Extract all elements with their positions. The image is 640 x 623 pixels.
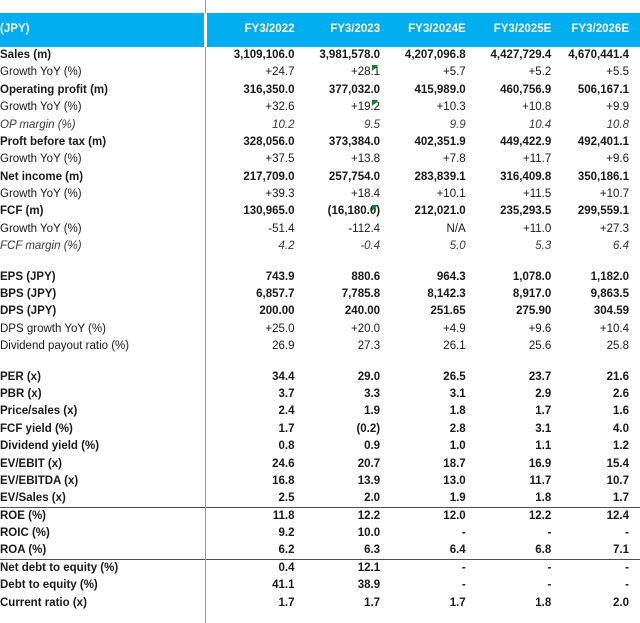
row-value: 3,981,578.0 bbox=[319, 48, 381, 61]
row-value: -0.4 bbox=[360, 240, 381, 253]
row-value: 4.2 bbox=[278, 240, 295, 253]
row-value: 4.0 bbox=[613, 422, 629, 435]
row-value: 3,109,106.0 bbox=[233, 48, 295, 61]
row-label: BPS (JPY) bbox=[0, 288, 57, 301]
row-value: - bbox=[461, 579, 466, 592]
table-row bbox=[0, 64, 640, 81]
row-value: +24.7 bbox=[265, 66, 295, 79]
row-value: 8,142.3 bbox=[427, 288, 466, 301]
table-row bbox=[0, 456, 640, 473]
row-value: 10.2 bbox=[272, 118, 295, 131]
row-value: 283,839.1 bbox=[414, 170, 466, 183]
row-value: 12.4 bbox=[551, 508, 640, 525]
row-value: 3.1 bbox=[535, 422, 552, 435]
table-row bbox=[0, 321, 640, 338]
row-value: 1.8 bbox=[535, 596, 552, 609]
table-row bbox=[0, 386, 640, 403]
row-value: 328,056.0 bbox=[243, 135, 295, 148]
row-label: Current ratio (x) bbox=[0, 596, 87, 609]
table-header bbox=[0, 13, 640, 47]
header-currency-label: (JPY) bbox=[0, 13, 209, 47]
table-row bbox=[0, 82, 640, 99]
row-value: 20.7 bbox=[357, 457, 381, 470]
row-value: 299,559.1 bbox=[577, 205, 629, 218]
table-row bbox=[0, 269, 640, 286]
row-value: 2.0 bbox=[364, 492, 381, 505]
row-label: Growth YoY (%) bbox=[0, 101, 82, 114]
spacer-cell bbox=[0, 256, 640, 269]
table-row bbox=[0, 204, 640, 221]
table-row bbox=[0, 117, 640, 134]
table-row bbox=[0, 577, 640, 594]
table-row bbox=[0, 560, 640, 577]
row-value: 1.7 bbox=[364, 596, 381, 609]
header-col-fy2025e: FY3/2025E bbox=[466, 13, 552, 47]
row-value: - bbox=[551, 560, 640, 577]
row-label: ROA (%) bbox=[0, 544, 47, 557]
row-value: 492,401.1 bbox=[577, 135, 629, 148]
row-value: +32.6 bbox=[265, 101, 295, 114]
row-value: +25.0 bbox=[265, 322, 295, 335]
row-value: 0.4 bbox=[209, 560, 295, 577]
row-label: Dividend yield (%) bbox=[0, 440, 100, 453]
row-value: 235,293.5 bbox=[500, 205, 552, 218]
row-value: 25.8 bbox=[606, 340, 629, 353]
row-value: 12.2 bbox=[295, 508, 381, 525]
row-value: - bbox=[547, 579, 552, 592]
row-value: 217,709.0 bbox=[243, 170, 295, 183]
table-row bbox=[0, 543, 640, 560]
header-col-fy2024e: FY3/2024E bbox=[380, 13, 466, 47]
row-value: 4,670,441.4 bbox=[568, 48, 629, 61]
table-row bbox=[0, 338, 640, 355]
row-label: ROIC (%) bbox=[0, 527, 50, 540]
row-value: 29.0 bbox=[357, 370, 381, 383]
row-label: FCF yield (%) bbox=[0, 422, 73, 435]
row-value: 304.59 bbox=[593, 305, 629, 318]
row-value: 3.3 bbox=[364, 387, 381, 400]
row-value: (16,180.0) bbox=[327, 205, 381, 218]
row-label: Operating profit (m) bbox=[0, 83, 108, 96]
row-label: Growth YoY (%) bbox=[0, 188, 82, 201]
row-value: 1.9 bbox=[449, 492, 466, 505]
row-value: 1.7 bbox=[535, 405, 552, 418]
row-value: 2.6 bbox=[613, 387, 629, 400]
row-value: 38.9 bbox=[357, 579, 381, 592]
row-value: 2.8 bbox=[449, 422, 466, 435]
row-value: 41.1 bbox=[272, 579, 295, 592]
row-value: 316,409.8 bbox=[500, 170, 552, 183]
spacer-row bbox=[0, 256, 640, 269]
row-value: 2.9 bbox=[535, 387, 552, 400]
row-value: 27.3 bbox=[357, 340, 381, 353]
comment-flag-icon bbox=[372, 100, 378, 106]
row-value: -51.4 bbox=[268, 222, 295, 235]
row-value: 1.8 bbox=[535, 492, 552, 505]
table-row bbox=[0, 473, 640, 490]
row-label: Growth YoY (%) bbox=[0, 153, 82, 166]
row-value: 10.8 bbox=[606, 118, 629, 131]
row-value: 257,754.0 bbox=[328, 170, 381, 183]
row-value: 5.0 bbox=[449, 240, 466, 253]
row-value: 18.7 bbox=[443, 457, 466, 470]
row-value: 275.90 bbox=[516, 305, 552, 318]
row-value: 4,427,729.4 bbox=[490, 48, 552, 61]
row-value: 449,422.9 bbox=[500, 135, 552, 148]
table-row bbox=[0, 221, 640, 238]
row-value: 1.1 bbox=[535, 440, 552, 453]
row-label: Growth YoY (%) bbox=[0, 222, 82, 235]
table-row bbox=[0, 508, 640, 525]
row-value: 316,350.0 bbox=[243, 83, 295, 96]
row-value: 10.0 bbox=[357, 527, 381, 540]
row-value: 11.7 bbox=[529, 474, 552, 487]
table-row bbox=[0, 151, 640, 168]
row-value: +5.5 bbox=[606, 66, 629, 79]
row-label: Sales (m) bbox=[0, 48, 52, 61]
row-value: 1.8 bbox=[449, 405, 466, 418]
table-row bbox=[0, 238, 640, 255]
row-value: - bbox=[625, 527, 629, 540]
row-value: 26.1 bbox=[443, 340, 466, 353]
row-label: Net debt to equity (%) bbox=[0, 560, 209, 577]
row-value: 1.7 bbox=[278, 596, 295, 609]
table-row bbox=[0, 99, 640, 116]
row-value: 6.8 bbox=[535, 544, 552, 557]
row-value: 1,078.0 bbox=[512, 270, 552, 283]
row-value: 0.8 bbox=[278, 440, 295, 453]
row-value: 373,384.0 bbox=[328, 135, 381, 148]
row-value: 7,785.8 bbox=[341, 288, 381, 301]
row-value: 200.00 bbox=[259, 305, 295, 318]
row-value: 26.9 bbox=[272, 340, 295, 353]
row-value: +11.7 bbox=[523, 153, 552, 166]
column-divider-rule bbox=[205, 0, 206, 623]
row-value: 12.0 bbox=[380, 508, 466, 525]
row-value: +13.8 bbox=[350, 153, 381, 166]
row-value: +27.3 bbox=[599, 222, 629, 235]
header-col-fy2026e: FY3/2026E bbox=[551, 13, 640, 47]
spacer-cell bbox=[0, 356, 640, 369]
row-value: 506,167.1 bbox=[577, 83, 629, 96]
row-value: +9.9 bbox=[606, 101, 629, 114]
comment-flag-icon bbox=[372, 205, 378, 211]
row-value: 415,989.0 bbox=[414, 83, 466, 96]
row-value: 9,863.5 bbox=[590, 288, 629, 301]
row-value: +19.2 bbox=[350, 101, 381, 114]
table-row bbox=[0, 490, 640, 507]
row-value: +28.1 bbox=[350, 66, 381, 79]
row-value: 13.0 bbox=[443, 474, 466, 487]
row-value: 964.3 bbox=[436, 270, 466, 283]
table-row bbox=[0, 47, 640, 64]
table-row bbox=[0, 421, 640, 438]
row-value: 16.8 bbox=[272, 474, 295, 487]
row-label: EV/EBITDA (x) bbox=[0, 474, 79, 487]
row-value: 1.7 bbox=[613, 492, 629, 505]
row-label: Debt to equity (%) bbox=[0, 579, 98, 592]
row-value: 5.3 bbox=[535, 240, 552, 253]
row-value: (0.2) bbox=[356, 422, 381, 435]
row-value: 743.9 bbox=[265, 270, 295, 283]
row-value: 130,965.0 bbox=[243, 205, 295, 218]
row-label: ROE (%) bbox=[0, 508, 209, 525]
row-value: 1.0 bbox=[449, 440, 466, 453]
row-value: 3.7 bbox=[278, 387, 295, 400]
row-value: 10.4 bbox=[528, 118, 552, 131]
row-value: 13.9 bbox=[357, 474, 381, 487]
row-label: Price/sales (x) bbox=[0, 405, 78, 418]
row-value: +39.3 bbox=[265, 188, 295, 201]
table-row bbox=[0, 286, 640, 303]
row-value: - bbox=[625, 579, 629, 592]
row-value: +10.1 bbox=[436, 188, 466, 201]
row-label: Dividend payout ratio (%) bbox=[0, 340, 130, 353]
row-value: +4.9 bbox=[442, 322, 466, 335]
comment-flag-icon bbox=[372, 65, 378, 71]
row-value: 34.4 bbox=[272, 370, 295, 383]
row-value: - bbox=[466, 560, 552, 577]
row-label: FCF margin (%) bbox=[0, 240, 82, 253]
row-label: DPS (JPY) bbox=[0, 305, 57, 318]
row-value: 10.7 bbox=[606, 474, 629, 487]
row-value: 24.6 bbox=[272, 457, 295, 470]
spacer-row bbox=[0, 356, 640, 369]
row-value: 16.9 bbox=[528, 457, 552, 470]
row-value: 240.00 bbox=[344, 305, 381, 318]
row-value: 15.4 bbox=[606, 457, 629, 470]
table-row bbox=[0, 303, 640, 320]
table-row bbox=[0, 438, 640, 455]
table-row bbox=[0, 169, 640, 186]
row-value: 23.7 bbox=[528, 370, 552, 383]
row-value: N/A bbox=[446, 222, 466, 235]
row-value: 12.1 bbox=[295, 560, 381, 577]
row-value: 7.1 bbox=[613, 544, 629, 557]
row-value: +5.7 bbox=[442, 66, 466, 79]
column-divider-header-mask bbox=[204, 13, 207, 47]
table-row bbox=[0, 186, 640, 203]
row-value: 402,351.9 bbox=[414, 135, 466, 148]
row-value: 25.6 bbox=[528, 340, 552, 353]
row-value: 350,186.1 bbox=[577, 170, 629, 183]
row-value: 11.8 bbox=[209, 508, 295, 525]
row-label: EV/EBIT (x) bbox=[0, 457, 62, 470]
row-value: +20.0 bbox=[350, 322, 381, 335]
row-value: 1.9 bbox=[364, 405, 381, 418]
row-value: 6.4 bbox=[613, 240, 629, 253]
row-label: Growth YoY (%) bbox=[0, 66, 82, 79]
row-value: 4,207,096.8 bbox=[404, 48, 466, 61]
row-value: 8,917.0 bbox=[512, 288, 552, 301]
row-value: +37.5 bbox=[265, 153, 295, 166]
row-value: 1.7 bbox=[449, 596, 466, 609]
row-value: 6.4 bbox=[449, 544, 466, 557]
row-value: 26.5 bbox=[443, 370, 466, 383]
row-value: +10.7 bbox=[599, 188, 629, 201]
row-value: 6.2 bbox=[278, 544, 295, 557]
row-value: 9.9 bbox=[449, 118, 466, 131]
header-row bbox=[0, 13, 640, 47]
row-label: PBR (x) bbox=[0, 387, 42, 400]
header-col-fy2022: FY3/2022 bbox=[209, 13, 295, 47]
row-value: 21.6 bbox=[606, 370, 629, 383]
row-value: +10.4 bbox=[599, 322, 629, 335]
row-value: - bbox=[547, 527, 552, 540]
row-label: FCF (m) bbox=[0, 205, 44, 218]
row-value: +11.0 bbox=[523, 222, 552, 235]
header-col-fy2023: FY3/2023 bbox=[295, 13, 381, 47]
row-value: +11.5 bbox=[523, 188, 552, 201]
row-label: DPS growth YoY (%) bbox=[0, 322, 106, 335]
table-body bbox=[0, 47, 640, 612]
row-value: 6.3 bbox=[364, 544, 381, 557]
row-label: EPS (JPY) bbox=[0, 270, 56, 283]
financials-table bbox=[0, 13, 640, 612]
row-value: +5.2 bbox=[528, 66, 552, 79]
row-label: EV/Sales (x) bbox=[0, 492, 66, 505]
row-value: 9.2 bbox=[278, 527, 295, 540]
row-value: 212,021.0 bbox=[414, 205, 466, 218]
row-label: Net income (m) bbox=[0, 170, 84, 183]
row-value: 9.5 bbox=[364, 118, 381, 131]
row-value: 2.4 bbox=[278, 405, 295, 418]
row-value: +7.8 bbox=[442, 153, 466, 166]
row-value: 251.65 bbox=[430, 305, 466, 318]
table-row bbox=[0, 134, 640, 151]
row-value: 1.7 bbox=[278, 422, 295, 435]
table-row bbox=[0, 369, 640, 386]
row-value: -112.4 bbox=[348, 222, 381, 235]
row-value: 12.2 bbox=[466, 508, 552, 525]
row-value: 3.1 bbox=[449, 387, 466, 400]
row-value: +10.3 bbox=[436, 101, 466, 114]
row-value: - bbox=[380, 560, 466, 577]
row-value: 2.0 bbox=[613, 596, 629, 609]
row-value: 460,756.9 bbox=[500, 83, 552, 96]
row-value: 377,032.0 bbox=[328, 83, 381, 96]
row-value: - bbox=[461, 527, 466, 540]
row-value: +10.8 bbox=[522, 101, 552, 114]
row-value: 6,857.7 bbox=[256, 288, 295, 301]
row-value: 0.9 bbox=[364, 440, 381, 453]
table-row bbox=[0, 525, 640, 542]
table-row bbox=[0, 595, 640, 612]
row-value: +18.4 bbox=[350, 188, 381, 201]
row-label: OP margin (%) bbox=[0, 118, 76, 131]
row-label: Proft before tax (m) bbox=[0, 135, 107, 148]
table-row bbox=[0, 403, 640, 420]
row-value: 1,182.0 bbox=[590, 270, 629, 283]
row-value: 1.2 bbox=[613, 440, 629, 453]
row-value: +9.6 bbox=[606, 153, 629, 166]
row-value: 1.6 bbox=[613, 405, 629, 418]
row-value: 2.5 bbox=[278, 492, 295, 505]
row-value: +9.6 bbox=[528, 322, 552, 335]
row-value: 880.6 bbox=[351, 270, 381, 283]
row-label: PER (x) bbox=[0, 370, 41, 383]
